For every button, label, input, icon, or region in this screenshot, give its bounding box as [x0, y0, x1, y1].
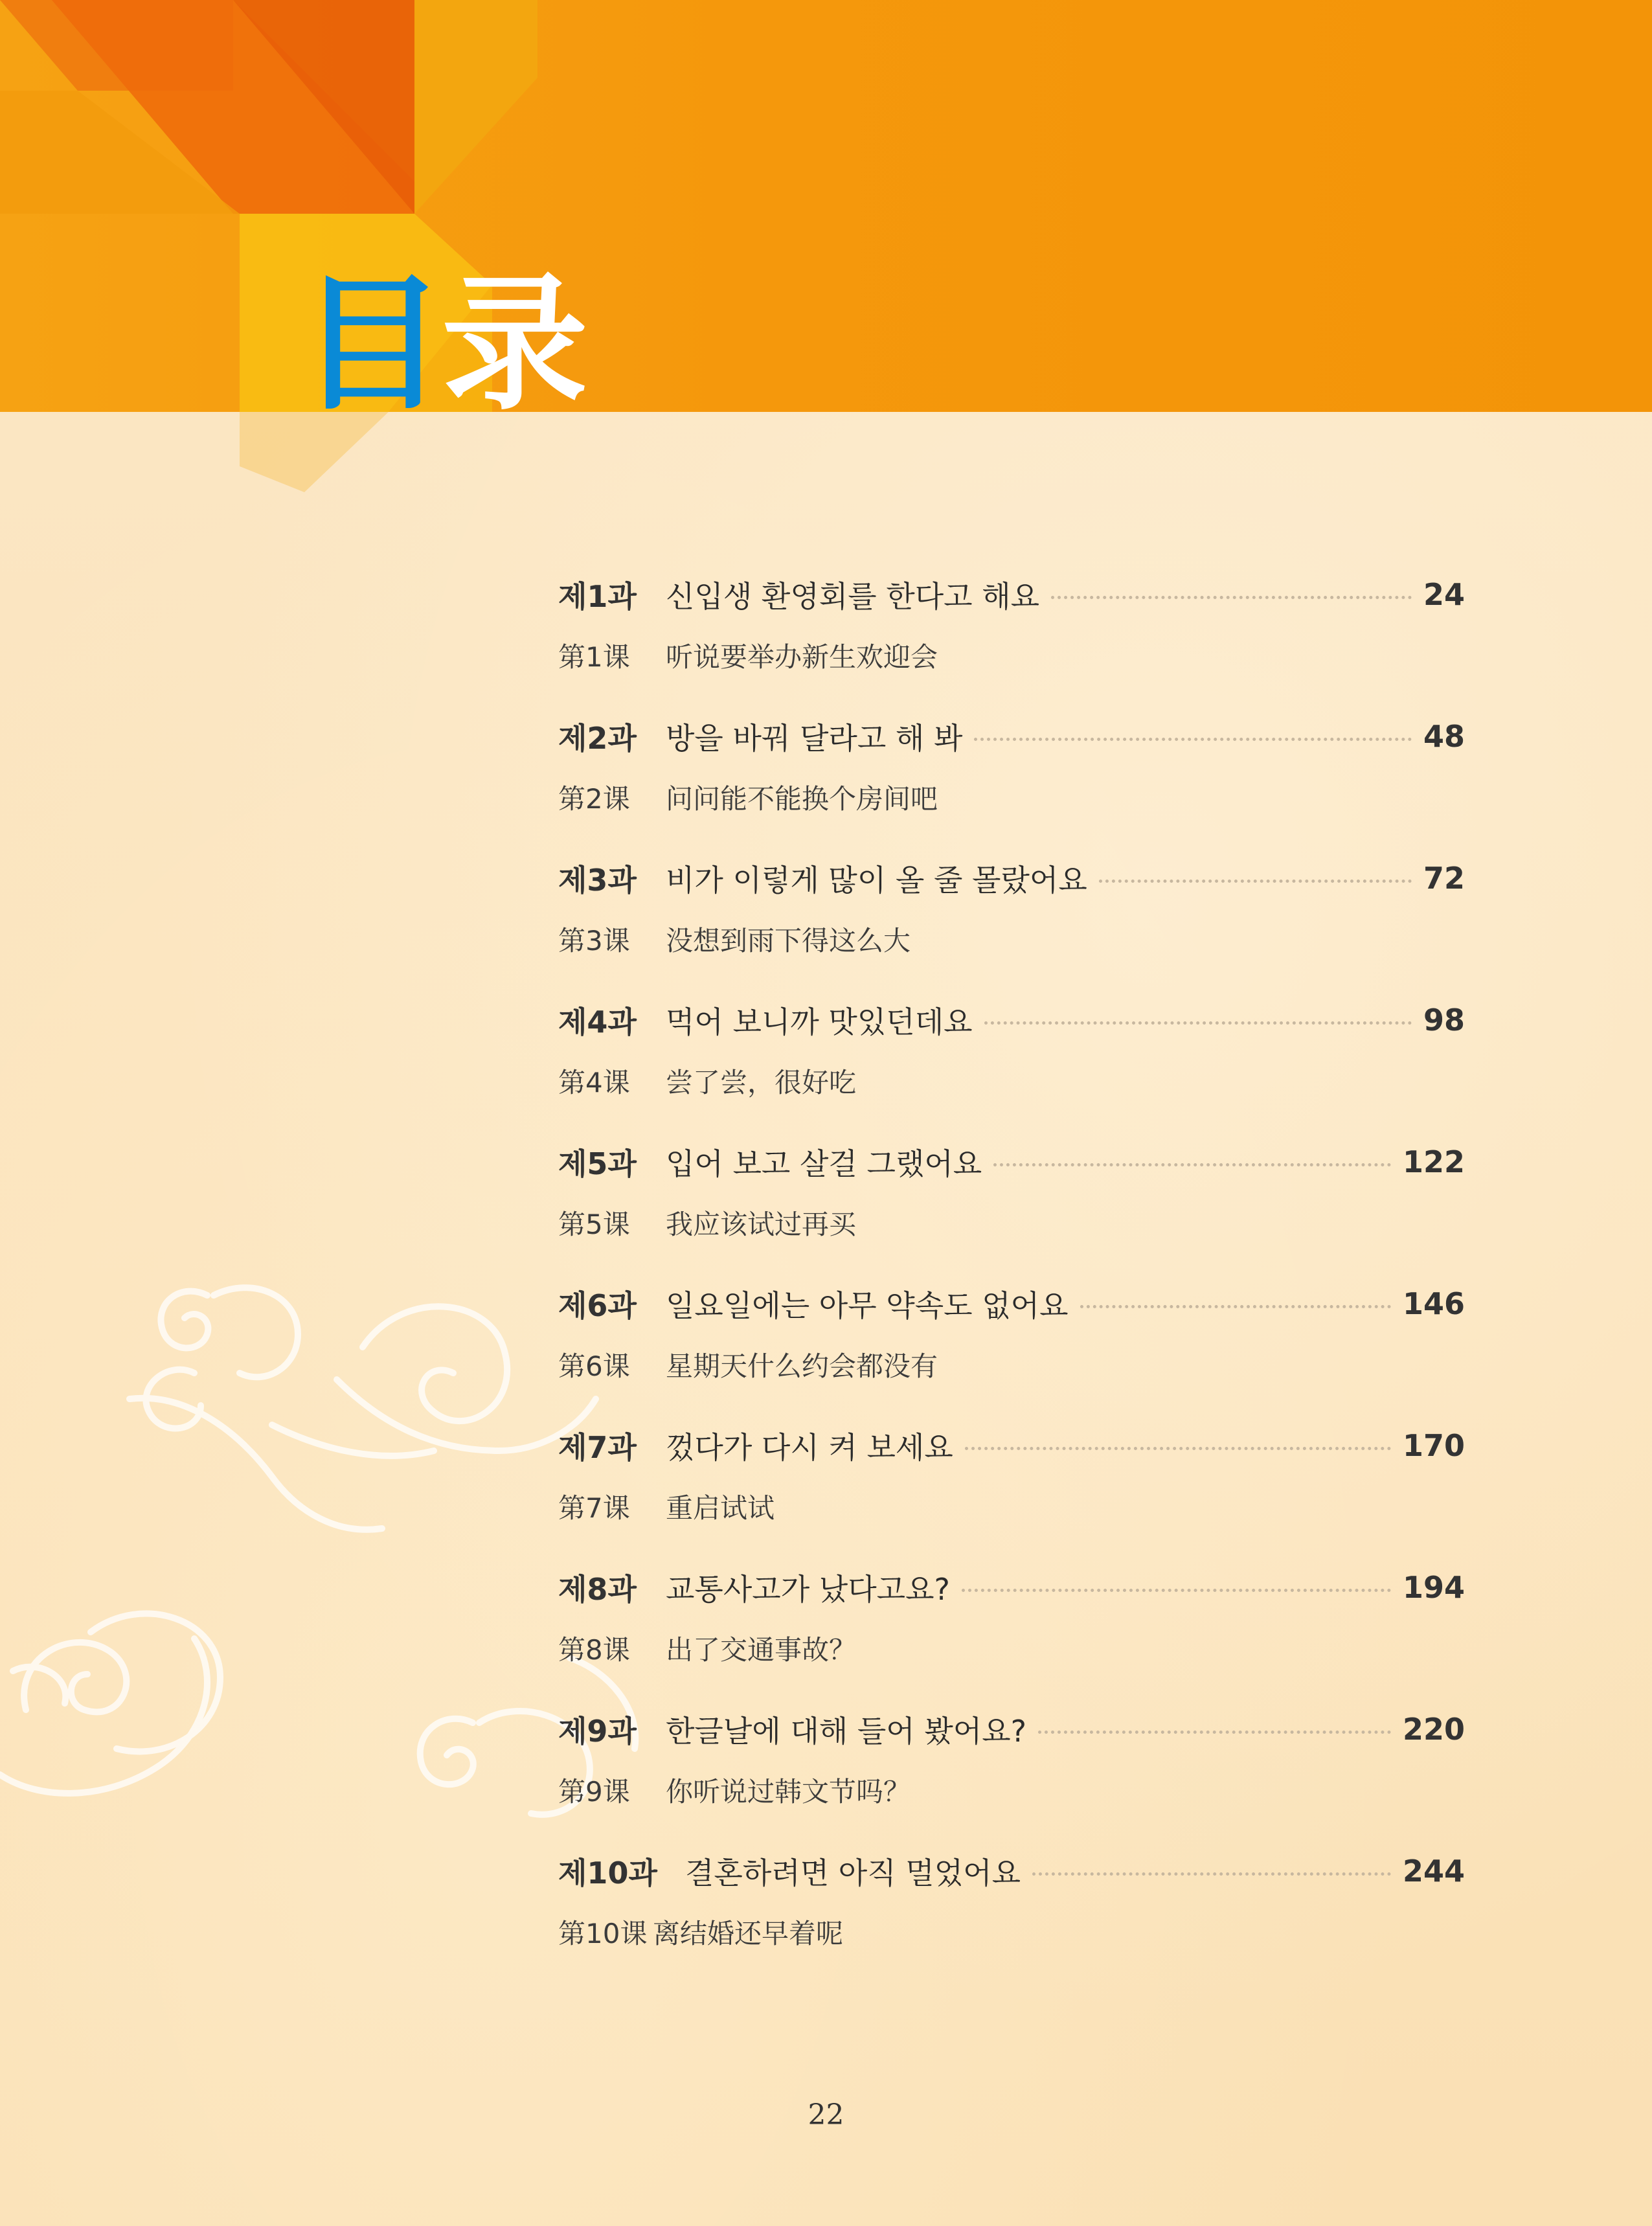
toc-entry-chinese-line — [558, 630, 1465, 681]
toc-entry-6[interactable] — [558, 1278, 1465, 1420]
lesson-title-zh: 问问能不能换个房间吧 — [666, 783, 938, 815]
toc-entry-korean-line — [558, 852, 1465, 904]
lesson-number-ko: 제9과 — [558, 1714, 637, 1749]
page-reference: 98 — [1423, 1003, 1465, 1038]
dot-leader — [984, 1021, 1412, 1025]
lesson-number-ko: 제4과 — [558, 1005, 637, 1039]
lesson-title-zh: 尝了尝，很好吃 — [666, 1067, 857, 1098]
dot-leader — [1099, 880, 1412, 883]
lesson-title-zh: 星期天什么约会都没有 — [666, 1350, 938, 1382]
dot-leader — [993, 1163, 1391, 1166]
lesson-title-zh: 离结婚还早着呢 — [653, 1918, 844, 1949]
toc-entry-korean-line — [558, 1420, 1465, 1471]
page-reference: 24 — [1423, 577, 1465, 612]
toc-entry-korean-line — [558, 569, 1465, 620]
lesson-number-ko: 제8과 — [558, 1572, 637, 1607]
lesson-number-ko: 제6과 — [558, 1288, 637, 1323]
lesson-number-zh: 第2课 — [558, 783, 630, 815]
lesson-title-ko: 교통사고가 났다고요? — [666, 1572, 950, 1607]
page-reference: 72 — [1423, 861, 1465, 896]
toc-entry-chinese-line — [558, 1197, 1465, 1249]
toc-entry-5[interactable] — [558, 1136, 1465, 1278]
lesson-title-zh: 出了交通事故？ — [666, 1634, 857, 1666]
toc-entry-8[interactable] — [558, 1562, 1465, 1703]
toc-entry-chinese-line — [558, 1622, 1465, 1674]
lesson-number-zh: 第8课 — [558, 1634, 630, 1666]
toc-entry-korean-line — [558, 710, 1465, 762]
lesson-title-ko: 비가 이렇게 많이 올 줄 몰랐어요 — [666, 863, 1087, 898]
toc-entry-chinese-line — [558, 1055, 1465, 1107]
page-reference: 146 — [1402, 1286, 1465, 1321]
lesson-number-zh: 第7课 — [558, 1492, 630, 1524]
page-number: 22 — [808, 2098, 844, 2131]
title-part-2: 录 — [442, 260, 585, 430]
toc-entry-3[interactable] — [558, 852, 1465, 994]
dot-leader — [965, 1447, 1391, 1450]
toc-entry-2[interactable] — [558, 710, 1465, 852]
page-reference: 122 — [1402, 1144, 1465, 1179]
toc-entry-10[interactable] — [558, 1845, 1465, 1987]
toc-entry-chinese-line — [558, 1339, 1465, 1391]
lesson-title-ko: 신입생 환영회를 한다고 해요 — [666, 579, 1040, 614]
page-title — [299, 260, 585, 430]
toc-entry-korean-line — [558, 1562, 1465, 1613]
page-reference: 48 — [1423, 719, 1465, 754]
page-reference: 194 — [1402, 1570, 1465, 1605]
lesson-number-ko: 제10과 — [558, 1856, 657, 1891]
table-of-contents — [558, 569, 1465, 1987]
lesson-title-zh: 我应该试过再买 — [666, 1209, 857, 1240]
lesson-number-zh: 第10课 — [558, 1918, 648, 1949]
page-reference: 170 — [1402, 1428, 1465, 1463]
lesson-number-ko: 제2과 — [558, 721, 637, 756]
toc-entry-korean-line — [558, 1703, 1465, 1755]
lesson-number-zh: 第9课 — [558, 1776, 630, 1808]
page-reference: 220 — [1402, 1712, 1465, 1747]
page-reference: 244 — [1402, 1854, 1465, 1889]
lesson-number-ko: 제1과 — [558, 579, 637, 614]
lesson-title-zh: 听说要举办新生欢迎会 — [666, 641, 938, 673]
lesson-number-zh: 第5课 — [558, 1209, 630, 1240]
toc-entry-korean-line — [558, 1278, 1465, 1330]
toc-entry-7[interactable] — [558, 1420, 1465, 1562]
title-part-1: 目 — [299, 260, 442, 430]
lesson-title-ko: 껐다가 다시 켜 보세요 — [666, 1430, 953, 1465]
lesson-title-ko: 먹어 보니까 맛있던데요 — [666, 1005, 973, 1039]
toc-entry-chinese-line — [558, 913, 1465, 965]
lesson-title-ko: 결혼하려면 아직 멀었어요 — [685, 1856, 1021, 1891]
lesson-title-zh: 重启试试 — [666, 1492, 775, 1524]
lesson-number-zh: 第6课 — [558, 1350, 630, 1382]
toc-entry-korean-line — [558, 1845, 1465, 1897]
toc-entry-chinese-line — [558, 1481, 1465, 1532]
lesson-number-zh: 第1课 — [558, 641, 630, 673]
dot-leader — [1051, 596, 1412, 599]
lesson-title-zh: 没想到雨下得这么大 — [666, 925, 911, 957]
toc-entry-chinese-line — [558, 771, 1465, 823]
lesson-title-ko: 일요일에는 아무 약속도 없어요 — [666, 1288, 1069, 1323]
lesson-number-zh: 第3课 — [558, 925, 630, 957]
dot-leader — [974, 738, 1412, 741]
toc-entry-4[interactable] — [558, 994, 1465, 1136]
dot-leader — [1038, 1731, 1391, 1734]
lesson-title-zh: 你听说过韩文节吗？ — [666, 1776, 911, 1808]
toc-entry-1[interactable] — [558, 569, 1465, 710]
dot-leader — [1080, 1305, 1391, 1308]
toc-entry-9[interactable] — [558, 1703, 1465, 1845]
toc-entry-korean-line — [558, 1136, 1465, 1188]
lesson-number-ko: 제5과 — [558, 1146, 637, 1181]
dot-leader — [962, 1589, 1391, 1592]
lesson-title-ko: 입어 보고 살걸 그랬어요 — [666, 1146, 982, 1181]
lesson-number-zh: 第4课 — [558, 1067, 630, 1098]
toc-entry-chinese-line — [558, 1764, 1465, 1816]
lesson-number-ko: 제7과 — [558, 1430, 637, 1465]
dot-leader — [1032, 1872, 1391, 1876]
toc-entry-chinese-line — [558, 1906, 1465, 1958]
lesson-number-ko: 제3과 — [558, 863, 637, 898]
lesson-title-ko: 방을 바꿔 달라고 해 봐 — [666, 721, 963, 756]
lesson-title-ko: 한글날에 대해 들어 봤어요? — [666, 1714, 1027, 1749]
toc-entry-korean-line — [558, 994, 1465, 1046]
